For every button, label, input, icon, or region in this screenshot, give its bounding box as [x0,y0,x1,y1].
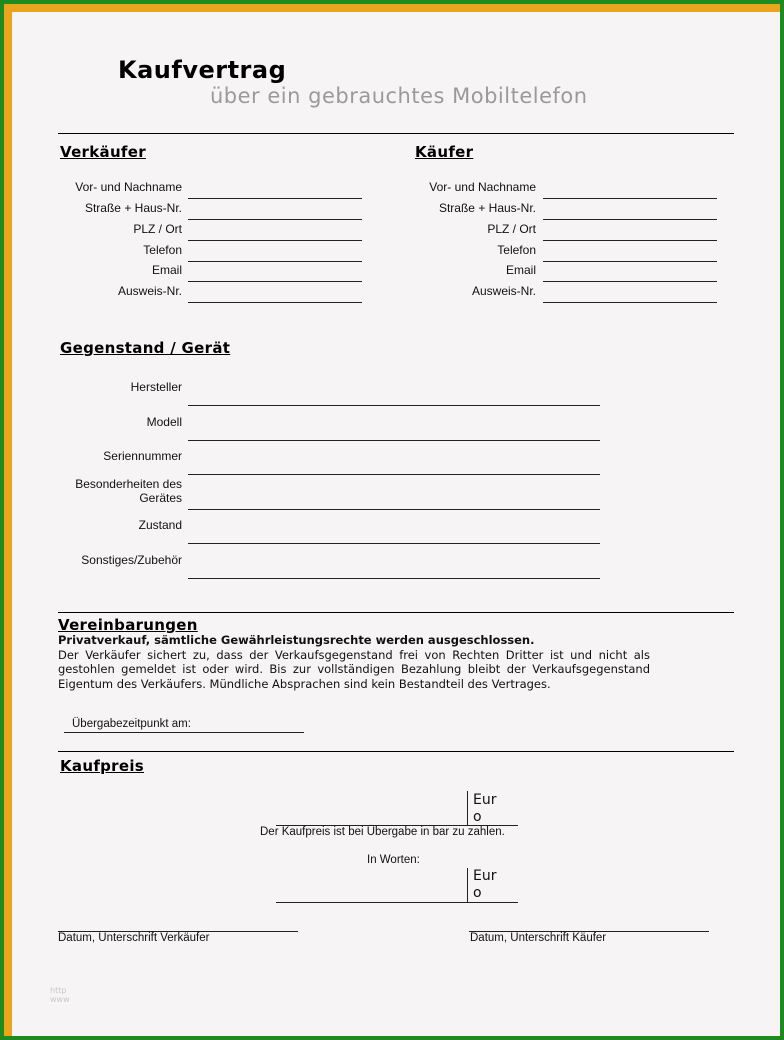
buyer-phone-field[interactable] [543,261,717,262]
manufacturer-field[interactable] [188,405,600,406]
manufacturer-label: Hersteller [130,380,182,394]
buyer-email-field[interactable] [543,281,717,282]
buyer-signature-label: Datum, Unterschrift Käufer [470,932,607,944]
seller-email-label: Email [151,263,182,277]
seller-email-field[interactable] [188,281,362,282]
document-subtitle: über ein gebrauchtes Mobiltelefon [210,84,588,108]
words-currency-separator [467,868,468,902]
seller-name-field[interactable] [188,198,362,199]
price-currency-separator [467,791,468,825]
words-currency-line2: o [473,885,482,901]
buyer-phone-label: Telefon [497,243,536,257]
buyer-city-field[interactable] [543,240,717,241]
buyer-street-label: Straße + Haus-Nr. [438,201,536,215]
price-currency-line2: o [473,809,482,825]
buyer-name-label: Vor- und Nachname [429,180,536,194]
document-title: Kaufvertrag [118,56,287,84]
special-features-label: Besonderheiten des [75,477,182,491]
price-in-words-field[interactable] [276,902,518,903]
accessories-field[interactable] [188,578,600,579]
seller-signature-label: Datum, Unterschrift Verkäufer [58,932,210,944]
contract-page [12,12,780,1036]
condition-label: Zustand [138,518,182,532]
seller-street-label: Straße + Haus-Nr. [84,201,182,215]
special-features-field[interactable] [188,509,600,510]
warranty-exclusion-text: Privatverkauf, sämtliche Gewährleistungsrechte werden ausgeschlossen. [58,633,535,647]
special-features-label-2: Gerätes [139,491,182,505]
price-currency-line1: Eur [473,792,497,808]
price-divider [58,751,734,752]
watermark-line2: www [50,995,70,1004]
header-divider [58,133,734,134]
words-currency [473,868,496,902]
accessories-label: Sonstiges/Zubehör [81,553,182,567]
seller-city-label: PLZ / Ort [133,222,182,236]
handover-label: Übergabezeitpunkt am: [72,718,191,730]
handover-date-field[interactable] [64,732,304,733]
serial-number-field[interactable] [188,474,600,475]
agreements-heading: Vereinbarungen [58,616,198,634]
item-heading: Gegenstand / Gerät [60,339,231,357]
watermark [50,986,70,1004]
condition-field[interactable] [188,543,600,544]
buyer-id-field[interactable] [543,302,717,303]
agreements-body: Der Verkäufer sichert zu, dass der Verkaufsgegenstand frei von Rechten Dritter ist und nicht als gestohlen gemeldet ist oder wird. Bis zur vollständigen Bezahlung bleibt der Verkaufsgegenstand Eigentum des Verkäufers. Mündliche Absprachen sind kein Bestandteil des Vertrages. [58,647,650,691]
seller-phone-label: Telefon [143,243,182,257]
seller-name-label: Vor- und Nachname [75,180,182,194]
model-field[interactable] [188,440,600,441]
buyer-id-label: Ausweis-Nr. [471,284,536,298]
price-heading: Kaufpreis [60,757,145,775]
seller-phone-field[interactable] [188,261,362,262]
buyer-heading: Käufer [415,143,474,161]
agreements-text [58,633,650,691]
seller-id-label: Ausweis-Nr. [117,284,182,298]
seller-street-field[interactable] [188,219,362,220]
cash-payment-note: Der Kaufpreis ist bei Übergabe in bar zu zahlen. [260,826,505,838]
agreements-divider [58,612,734,613]
buyer-name-field[interactable] [543,198,717,199]
buyer-city-label: PLZ / Ort [487,222,536,236]
price-currency [473,792,496,826]
watermark-line1: http [50,986,67,995]
in-words-label: In Worten: [367,854,420,866]
words-currency-line1: Eur [473,868,497,884]
buyer-street-field[interactable] [543,219,717,220]
buyer-email-label: Email [505,263,536,277]
seller-heading: Verkäufer [60,143,146,161]
seller-id-field[interactable] [188,302,362,303]
seller-city-field[interactable] [188,240,362,241]
serial-number-label: Seriennummer [103,449,182,463]
model-label: Modell [146,415,182,429]
